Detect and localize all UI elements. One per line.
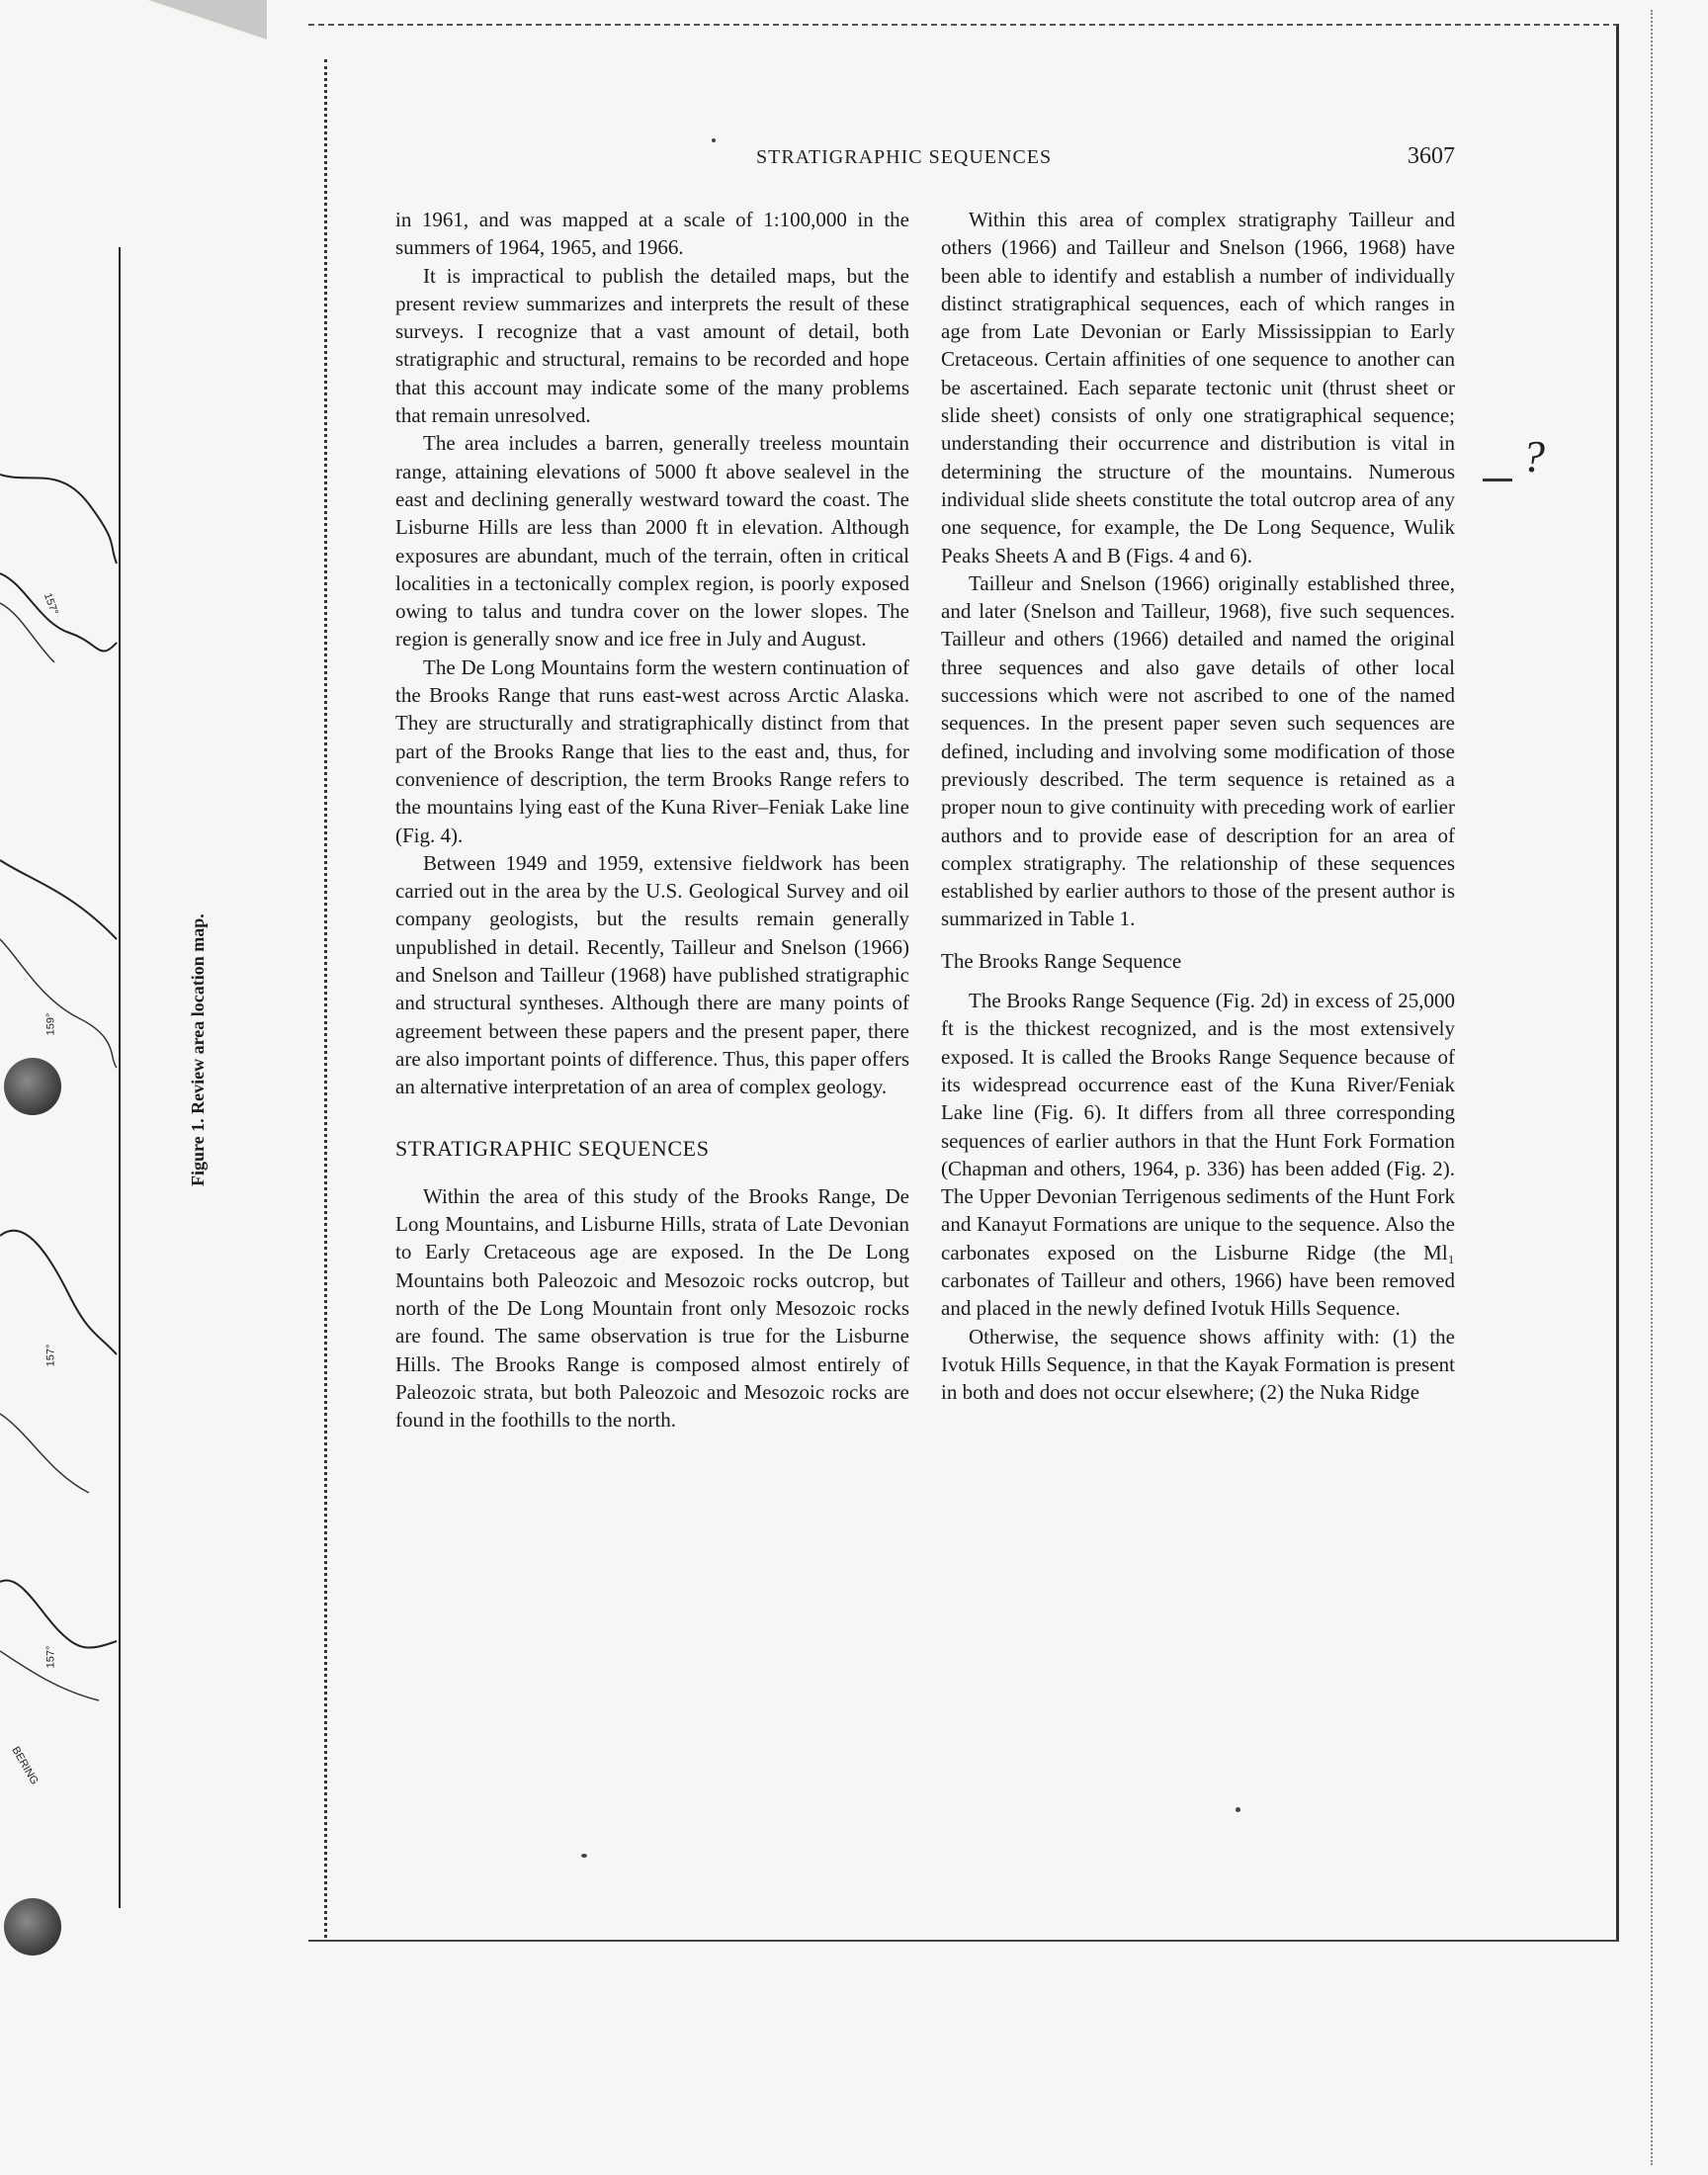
scan-speck — [581, 1854, 587, 1858]
paragraph: The area includes a barren, generally treeless mountain range, attaining elevations of 5000 ft above sealevel in the east and declining generally westward toward the coast. The Lisburne Hills are less than 2000 ft in elevation. Although exposures are abundant, much of the terrain, often in critical localities in a tectonically complex region, is poorly exposed owing to talus and tundra cover on the lower slopes. The region is generally snow and ice free in July and August. — [395, 431, 909, 652]
running-head: STRATIGRAPHIC SEQUENCES — [756, 146, 1053, 168]
paragraph: Within this area of complex stratigraphy Tailleur and others (1966) and Tailleur and Snelson (1966, 1968) have been able to identify and establish a number of individually distinct stratigraphical sequences, each of which ranges in age from Late Devonian or Early Mississippian to Early Cretaceous. Certain affinities of one sequence to another can be ascertained. Each separate tectonic unit (thrust sheet or slide sheet) consists of only one stratigraphical sequence; understanding their occurrence and distribution is vital in determining the structure of the mountains. Numerous individual slide sheets constitute the total outcrop area of any one sequence, for example, the De Long Sequence, Wulik Peaks Sheets A and B (Figs. 4 and 6). — [941, 208, 1455, 567]
left-margin-rule — [324, 59, 327, 1938]
paragraph: Tailleur and Snelson (1966) originally established three, and later (Snelson and Tailleur, 1968), five such sequences. Tailleur and others (1966) detailed and named the original three sequences and also gave details of other local successions which were not ascribed to one of the named sequences. In the present paper seven such sequences are defined, including and involving some modification of those previously described. The term sequence is retained as a proper noun to give continuity with preceding work of earlier authors and to provide ease of description for an area of complex stratigraphy. The relationship of these sequences established by earlier authors to those of the present author is summarized in Table 1. — [941, 570, 1455, 931]
page-number: 3607 — [1408, 143, 1455, 169]
section-heading: STRATIGRAPHIC SEQUENCES — [395, 1135, 710, 1161]
margin-question-mark: ? — [1522, 431, 1545, 481]
paragraph: The De Long Mountains form the western continuation of the Brooks Range that runs east-west across Arctic Alaska. They are structurally and stratigraphically distinct from that part of the Brooks Range that lies to the east and, thus, for convenience of description, the term Brooks Range refers to the mountains lying east of the Kuna River–Feniak Lake line (Fig. 4). — [395, 654, 909, 847]
map-label: 159° — [44, 1012, 57, 1036]
right-page-edge — [1651, 10, 1655, 2165]
paragraph: Between 1949 and 1959, extensive fieldwork has been carried out in the area by the U.S. Geological Survey and oil company geologists, but the results remain generally unpublished in detail. Recently, Tailleur and Snelson (1966) and Snelson and Tailleur (1968) have published stratigraphic and structural syntheses. Although there are many points of agreement between these papers and the present paper, there are also important points of difference. Thus, this paper offers an alternative interpretation of an area of complex geology. — [395, 850, 909, 1099]
scan-speck — [712, 138, 716, 142]
paragraph: The Brooks Range Sequence (Fig. 2d) in excess of 25,000 ft is the thickest recognized, and is the most extensively exposed. It is called the Brooks Range Sequence because of its widespread occurrence east of the Kuna River/Feniak Lake line (Fig. 6). It differs from all three corresponding sequences of earlier authors in that the Hunt Fork Formation (Chapman and others, 1964, p. 336) has been added (Fig. 2). The Upper Devonian Terrigenous sediments of the Hunt Fork and Kanayut Formations are unique to the sequence. Also the carbonates exposed on the Lisburne Ridge (the Ml₁ carbonates of Tailleur and others, 1966) have been removed and placed in the newly defined Ivotuk Hills Sequence. — [941, 989, 1455, 1321]
scan-speck — [1236, 1807, 1240, 1812]
map-label: BERING — [9, 1744, 41, 1787]
left-column — [395, 206, 909, 1434]
paragraph: Within the area of this study of the Brooks Range, De Long Mountains, and Lisburne Hills, strata of Late Devonian to Early Cretaceous age are exposed. In the De Long Mountains both Paleozoic and Mesozoic rocks outcrop, but north of the De Long Mountain front only Mesozoic rocks are found. The same observation is true for the Lisburne Hills. The Brooks Range is composed almost entirely of Paleozoic strata, but both Paleozoic and Mesozoic rocks are found in the foothills to the north. — [395, 1183, 909, 1433]
folded-corner — [148, 0, 267, 40]
paragraph: Otherwise, the sequence shows affinity with: (1) the Ivotuk Hills Sequence, in that the Kayak Formation is present in both and does not occur elsewhere; (2) the Nuka Ridge — [941, 1324, 1455, 1405]
map-label: 157° — [44, 1344, 57, 1367]
map-label: 157° — [41, 591, 60, 617]
right-column — [941, 206, 1455, 1406]
figure-caption: Figure 1. Review area location map. — [188, 914, 208, 1186]
punch-hole — [4, 1898, 61, 1956]
paragraph: in 1961, and was mapped at a scale of 1:100,000 in the summers of 1964, 1965, and 1966. — [395, 208, 909, 260]
margin-dash-mark — [1483, 478, 1512, 481]
map-label: 157° — [44, 1645, 57, 1669]
punch-hole — [4, 1058, 61, 1115]
subsection-heading: The Brooks Range Sequence — [941, 948, 1182, 973]
paragraph: It is impractical to publish the detailed maps, but the present review summarizes and interprets the result of these surveys. I recognize that a vast amount of detail, both stratigraphic and structural, remains to be recorded and hope that this account may indicate some of the many problems that remain unresolved. — [395, 263, 909, 428]
